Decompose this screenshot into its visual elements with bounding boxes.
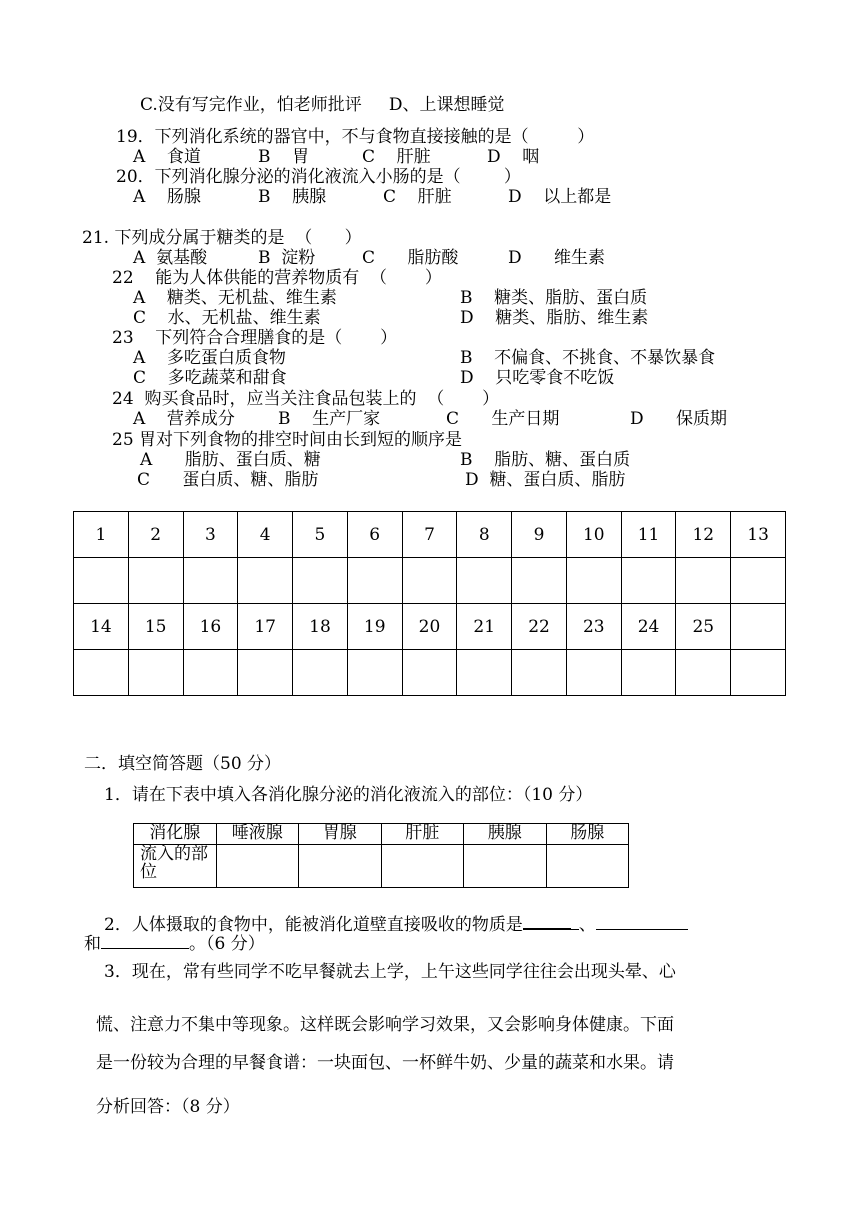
q25-stem: 25 胃对下列食物的排空时间由长到短的顺序是 [112,430,463,450]
q24-option-d: D 保质期 [630,409,728,429]
grid-answer-cell[interactable] [293,650,348,696]
q23-option-a: A 多吃蛋白质食物 [133,348,286,368]
grid-number-cell: 10 [566,512,621,558]
gland-row-label-line-2: 位 [140,862,157,882]
grid-answer-cell[interactable] [238,650,293,696]
grid-answer-cell[interactable] [457,558,512,604]
grid-number-cell: 14 [74,604,129,650]
grid-answer-cell[interactable] [347,650,402,696]
grid-answer-cell[interactable] [293,558,348,604]
grid-answer-cell[interactable] [566,650,621,696]
grid-answer-cell[interactable] [512,650,567,696]
grid-number-cell: 23 [566,604,621,650]
answer-grid [73,511,786,696]
q20-option-a: A 肠腺 [133,187,201,207]
section-2-q3-line-2: 慌、注意力不集中等现象。这样既会影响学习效果，又会影响身体健康。下面 [96,1015,674,1035]
gland-header-cell: 肝脏 [381,824,464,845]
grid-answer-cell[interactable] [128,650,183,696]
q20-option-b: B 胰腺 [258,187,327,207]
grid-answer-cell[interactable] [731,558,786,604]
grid-number-cell: 2 [128,512,183,558]
gland-answer-cell[interactable] [216,845,299,888]
grid-answer-cell[interactable] [621,558,676,604]
section-2-q3-line-3: 是一份较为合理的早餐食谱：一块面包、一杯鲜牛奶、少量的蔬菜和水果。请 [96,1053,674,1073]
grid-number-cell: 19 [347,604,402,650]
grid-answer-cell[interactable] [402,650,457,696]
q19-option-b: B 胃 [258,147,310,167]
q21-option-c: C 脂肪酸 [362,248,459,268]
q20-stem: 20．下列消化腺分泌的消化液流入小肠的是（ ） [116,167,521,187]
grid-number-cell: 1 [74,512,129,558]
grid-number-cell: 13 [731,512,786,558]
grid-answer-cell[interactable] [74,558,129,604]
grid-number-cell: 3 [183,512,238,558]
grid-number-cell: 15 [128,604,183,650]
gland-answer-cell[interactable] [299,845,382,888]
answer-grid-header-row-1 [74,512,786,558]
grid-number-cell: 6 [347,512,402,558]
gland-header-cell: 唾液腺 [216,824,299,845]
grid-answer-cell[interactable] [183,558,238,604]
gland-table-header-row [134,824,629,845]
q20-option-c: C 肝脏 [383,187,452,207]
gland-row-label [134,845,217,888]
q19-option-c: C 肝脏 [362,147,431,167]
gland-header-cell: 胃腺 [299,824,382,845]
q25-option-d: D 糖、蛋白质、脂肪 [465,470,626,490]
grid-number-cell: 18 [293,604,348,650]
q22-option-c: C 水、无机盐、维生素 [133,308,321,328]
gland-header-cell: 肠腺 [546,824,629,845]
q21-option-d: D 维生素 [508,248,606,268]
q23-option-d: D 只吃零食不吃饭 [460,368,615,388]
section-2-title: 二．填空简答题（50 分） [84,754,282,774]
q22-option-a: A 糖类、无机盐、维生素 [133,288,337,308]
gland-answer-cell[interactable] [546,845,629,888]
gland-header-cell: 消化腺 [134,824,217,845]
answer-grid-answer-row-1 [74,558,786,604]
q25-option-c: C 蛋白质、糖、脂肪 [137,470,319,490]
grid-number-cell: 21 [457,604,512,650]
gland-answer-cell[interactable] [464,845,547,888]
section-2-q1: 1．请在下表中填入各消化腺分泌的消化液流入的部位：（10 分） [104,785,593,805]
q2-sep: 、 [578,915,596,935]
gland-answer-cell[interactable] [381,845,464,888]
grid-number-cell: 5 [293,512,348,558]
answer-grid-header-row-2 [74,604,786,650]
gland-row-label-line-1: 流入的部 [140,844,208,864]
grid-answer-cell[interactable] [512,558,567,604]
q2-blank-1[interactable] [523,910,571,930]
q2-blank-1-tail [571,911,579,930]
q2-text-a: 2．人体摄取的食物中，能被消化道壁直接吸收的物质是 [104,915,523,935]
q2-text-b: 和 [84,934,101,954]
grid-answer-cell[interactable] [347,558,402,604]
grid-answer-cell[interactable] [457,650,512,696]
section-2-q2-line-2 [84,930,265,954]
grid-answer-cell[interactable] [183,650,238,696]
grid-number-cell: 9 [512,512,567,558]
q20-option-d: D 以上都是 [508,187,612,207]
section-2-q3-line-1: 3．现在，常有些同学不吃早餐就去上学，上午这些同学往往会出现头晕、心 [104,962,676,982]
gland-header-cell: 胰腺 [464,824,547,845]
gland-table-answer-row [134,845,629,888]
grid-number-cell: 7 [402,512,457,558]
q22-option-b: B 糖类、脂肪、蛋白质 [460,288,648,308]
q21-stem: 21. 下列成分属于糖类的是 （ ） [82,228,362,248]
q2-blank-3[interactable] [101,930,189,949]
grid-number-cell: 8 [457,512,512,558]
q24-option-c: C 生产日期 [446,409,560,429]
q19-stem: 19．下列消化系统的器官中，不与食物直接接触的是（ ） [116,127,595,147]
grid-answer-cell[interactable] [731,650,786,696]
q24-option-a: A 营养成分 [133,409,235,429]
grid-number-cell: 24 [621,604,676,650]
q22-stem: 22 能为人体供能的营养物质有 （ ） [112,268,442,288]
grid-answer-cell[interactable] [238,558,293,604]
q18-options-cd: C.没有写完作业，怕老师批评 D、上课想睡觉 [140,95,505,115]
grid-answer-cell[interactable] [566,558,621,604]
grid-answer-cell[interactable] [402,558,457,604]
q21-option-b: B 淀粉 [258,248,316,268]
q24-stem: 24 购买食品时，应当关注食品包装上的 （ ） [112,389,500,409]
q22-option-d: D 糖类、脂肪、维生素 [460,308,649,328]
q23-stem: 23 下列符合合理膳食的是（ ） [112,328,398,348]
q2-text-c: 。（6 分） [189,934,265,954]
grid-answer-cell[interactable] [74,650,129,696]
section-2-q3-line-4: 分析回答：（8 分） [96,1097,240,1117]
grid-answer-cell[interactable] [621,650,676,696]
q23-option-c: C 多吃蔬菜和甜食 [133,368,287,388]
q19-option-d: D 咽 [487,147,540,167]
answer-grid-answer-row-2 [74,650,786,696]
grid-number-cell: 16 [183,604,238,650]
grid-number-cell: 22 [512,604,567,650]
grid-number-cell: 4 [238,512,293,558]
gland-table [133,823,629,888]
q24-option-b: B 生产厂家 [278,409,381,429]
q2-blank-2[interactable] [596,911,688,930]
grid-number-cell: 12 [676,512,731,558]
q23-option-b: B 不偏食、不挑食、不暴饮暴食 [460,348,716,368]
grid-number-cell [731,604,786,650]
q25-option-b: B 脂肪、糖、蛋白质 [460,450,631,470]
grid-number-cell: 11 [621,512,676,558]
grid-number-cell: 20 [402,604,457,650]
grid-answer-cell[interactable] [128,558,183,604]
grid-number-cell: 17 [238,604,293,650]
q19-option-a: A 食道 [133,147,201,167]
grid-answer-cell[interactable] [676,558,731,604]
grid-answer-cell[interactable] [676,650,731,696]
q25-option-a: A 脂肪、蛋白质、糖 [140,450,321,470]
grid-number-cell: 25 [676,604,731,650]
q21-option-a: A 氨基酸 [133,248,208,268]
